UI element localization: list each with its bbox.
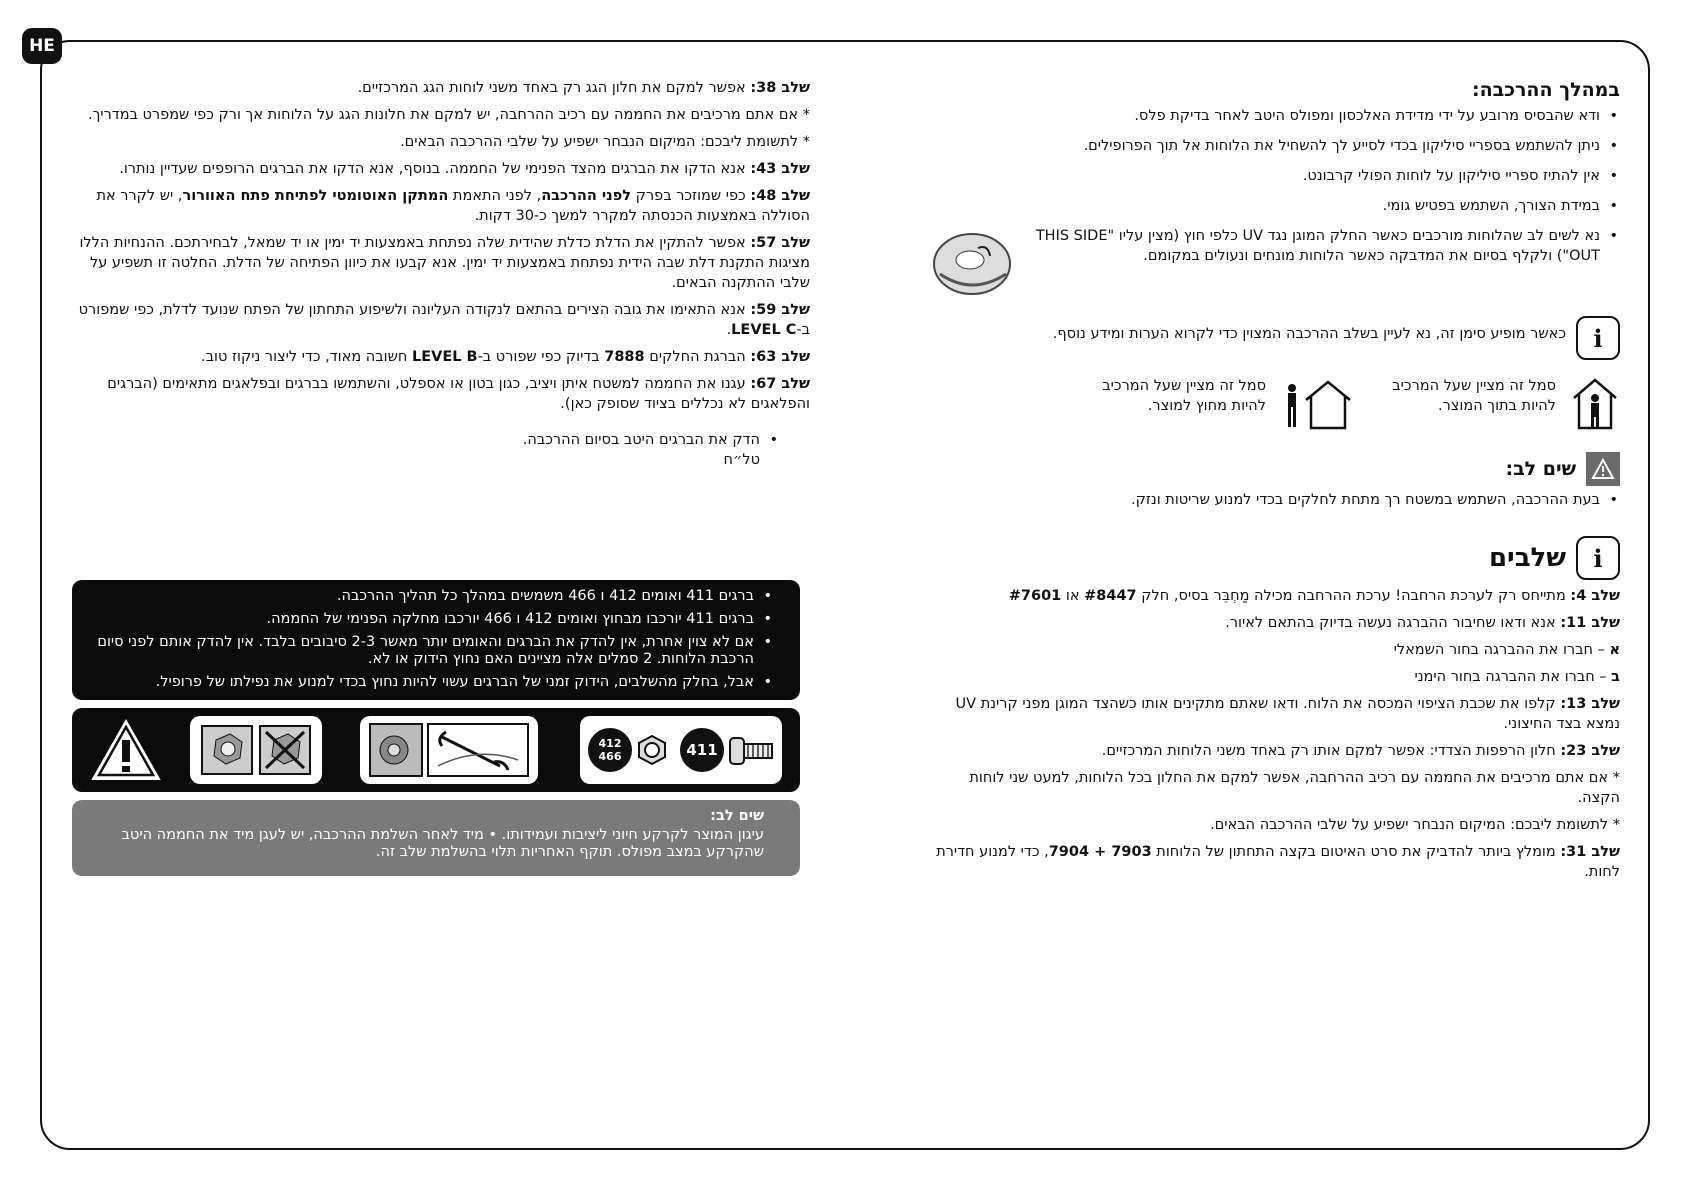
hardware-parts-box bbox=[580, 716, 782, 784]
bolts-bullet: • ברגים 411 ואומים 412 ו 466 משמשים במהלך כל תהליך ההרכבה. bbox=[88, 588, 774, 605]
assembly-bullet: • נא לשים לב שהלוחות מורכבים כאשר החלק המוגן נגד UV כלפי חוץ (מצין עליו "THIS SIDE OUT") ולקלף בסיום את המדבקה כאשר הלוחות מונחים ונעולים במקומם. bbox=[1024, 226, 1620, 266]
outside-symbol-text: סמל זה מציין שעל המרכיב להיות מחוץ למוצר. bbox=[1102, 378, 1266, 414]
step-67: שלב 67: עגנו את החממה למשטח איתן ויציב, כגון בטון או אספלט, והשתמשו בברגים ובפלאגים מתאימים (הברגים והפלאגים לא נכללים בציוד שסופק כאן). bbox=[107, 376, 810, 412]
outside-product-icon bbox=[1280, 376, 1352, 432]
assembly-bullet: • ניתן להשתמש בספריי סיליקון בכדי לסייע לך להשחיל את הלוחות אל תוך הפרופילים. bbox=[930, 136, 1620, 156]
step-48: שלב 48: כפי שמוזכר בפרק לפני ההרכבה, לפני התאמת המתקן האוטומטי לפתיחת פתח האוורור, יש לקרר את הסוללה באמצעות הכנסתה למקרר למשך כ-30 דקות. bbox=[96, 188, 810, 224]
step-4: שלב 4: מתייחס רק לערכת הרחבה! ערכת ההרחבה מכילה מַחְבֵּר בסיס, חלק #8447 או #7601 bbox=[1008, 588, 1620, 604]
inside-symbol-text: סמל זה מציין שעל המרכיב להיות בתוך המוצר. bbox=[1392, 378, 1556, 414]
final-note: טל״ח bbox=[723, 452, 760, 468]
uv-sticker-icon bbox=[930, 226, 1014, 302]
inside-product-icon bbox=[1570, 376, 1620, 432]
step-38-note2: * לתשומת ליבכם: המיקום הנבחר ישפיע על שלבי ההרכבה הבאים. bbox=[400, 134, 810, 150]
anchoring-title: שים לב: bbox=[710, 808, 764, 824]
bolts-info-box bbox=[72, 580, 800, 700]
bolts-bullet: • אבל, בחלק מהשלבים, הידוק זמני של הברגים עשוי להיות נחוץ בכדי למנוע את נפילתו של פרופיל. bbox=[88, 674, 774, 691]
info-icon: i bbox=[1576, 536, 1620, 580]
final-bullet: • הדק את הברגים היטב בסיום ההרכבה. bbox=[72, 430, 780, 450]
tighten-symbols-box bbox=[190, 716, 322, 784]
attention-bullet: • בעת ההרכבה, השתמש במשטח רך מתחת לחלקים בכדי למנוע שריטות ונזק. bbox=[930, 490, 1620, 510]
wrench-box bbox=[360, 716, 538, 784]
step-63: שלב 63: הברגת החלקים 7888 בדיוק כפי שפורט ב-LEVEL B חשובה מאוד, כדי ליצור ניקוז טוב. bbox=[201, 349, 810, 365]
step-31: שלב 31: מומלץ ביותר להדביק את סרט האיטום בקצה התחתון של הלוחות 7903 + 7904, כדי למנוע חדירת לחות. bbox=[936, 844, 1620, 880]
step-57: שלב 57: אפשר להתקין את הדלת כדלת שהידית שלה נפתחת באמצעות יד ימין או יד שמאל, לבחירתכם. ההנחיות הללו מציגות התקנת דלת שבה הידית נפתחת באמצעות יד ימין. אנא קבעו את כיוון הפתיחה של הדלת. החלטה זו תשפיע על שלבי ההתקנה הבאים. bbox=[79, 235, 810, 291]
assembly-bullet: • במידת הצורך, השתמש בפטיש גומי. bbox=[930, 196, 1620, 216]
steps-title: שלבים bbox=[1488, 543, 1566, 573]
assembly-heading: במהלך ההרכבה: bbox=[1471, 79, 1620, 101]
step-43: שלב 43: אנא הדקו את הברגים מהצד הפנימי של החממה. בנוסף, אנא הדקו את הברגים הרופפים שעדיין נותרו. bbox=[119, 161, 810, 177]
step-23-note2: * לתשומת ליבכם: המיקום הנבחר ישפיע על שלבי ההרכבה הבאים. bbox=[1210, 817, 1620, 833]
warning-icon bbox=[1586, 452, 1620, 486]
anchoring-note-box bbox=[72, 800, 800, 876]
left-column bbox=[72, 78, 810, 470]
bolt-number-badge: 411 bbox=[680, 728, 724, 772]
step-59: שלב 59: אנא התאימו את גובה הצירים בהתאם לנקודה העליונה ולשיפוע התחתון של הפתח שנועד לדלת, כפי שמפורט ב-LEVEL C. bbox=[78, 302, 810, 338]
assembly-bullet: • אין להתיז ספריי סיליקון על לוחות הפולי קרבונט. bbox=[930, 166, 1620, 186]
language-badge: HE bbox=[22, 28, 62, 64]
step-23: שלב 23: חלון הרפפות הצדדי: אפשר למקם אותו רק באחד משני הלוחות המרכזיים. bbox=[1101, 743, 1620, 759]
step-11-a: א – חברו את ההברגה בחור השמאלי bbox=[1393, 642, 1620, 658]
assembly-bullet: • ודא שהבסיס מרובע על ידי מדידת האלכסון ומפולס היטב לאחר בדיקת פלס. bbox=[930, 106, 1620, 126]
right-column bbox=[930, 80, 1620, 889]
step-13: שלב 13: קלפו את שכבת הציפוי המכסה את הלוח. ודאו שאתם מתקינים אותו כשהצד המוגן מפני קרינת UV נמצא בצד החיצוני. bbox=[955, 696, 1620, 732]
step-23-note: * אם אתם מרכיבים את החממה עם רכיב ההרחבה, אפשר למקם את החלון בכל הלוחות, למעט שני לוחות הקצה. bbox=[969, 770, 1620, 806]
step-38-note: * אם אתם מרכיבים את החממה עם רכיב ההרחבה, יש למקם את חלונות הגג על הלוחות אך ורק כפי שמפרט במדריך. bbox=[87, 107, 810, 123]
step-11: שלב 11: אנא ודאו שחיבור ההברגה נעשה בדיוק בהתאם לאיור. bbox=[1225, 615, 1620, 631]
step-11-b: ב – חברו את ההברגה בחור הימני bbox=[1414, 669, 1620, 685]
bolts-bullet: • אם לא צוין אחרת, אין להדק את הברגים והאומים יותר מאשר 2-3 סיבובים בלבד. אין להדק אותם לפני סיום הרכבת הלוחות. 2 סמלים אלה מציינים האם נחוץ הידוק או לא. bbox=[88, 634, 774, 668]
warning-triangle-icon bbox=[90, 718, 162, 782]
nut-icon bbox=[636, 734, 668, 766]
bolt-nut-tighten-icon bbox=[200, 724, 312, 776]
step-38: שלב 38: אפשר למקם את חלון הגג רק באחד משני לוחות הגג המרכזיים. bbox=[357, 80, 810, 96]
wrench-icon bbox=[368, 722, 530, 778]
info-note: כאשר מופיע סימן זה, נא לעיין בשלב ההרכבה המצוין כדי לקרוא הערות ומידע נוסף. bbox=[1052, 326, 1566, 342]
attention-title: שים לב: bbox=[1505, 458, 1576, 480]
bolt-icon bbox=[728, 732, 776, 770]
nut-number-badge: 412 466 bbox=[588, 728, 632, 772]
anchoring-text: עיגון המוצר לקרקע חיוני ליציבות ועמידותו. • מיד לאחר השלמת ההרכבה, יש לעגן מיד את החממה היטב שהקרקע במצב מפולס. תוקף האחריות תלוי בהשלמת שלב זה. bbox=[121, 827, 764, 860]
hardware-icon-bar bbox=[72, 708, 800, 792]
info-icon: i bbox=[1576, 316, 1620, 360]
bolts-bullet: • ברגים 411 יורכבו מבחוץ ואומים 412 ו 466 יורכבו מחלקה הפנימי של החממה. bbox=[88, 611, 774, 628]
